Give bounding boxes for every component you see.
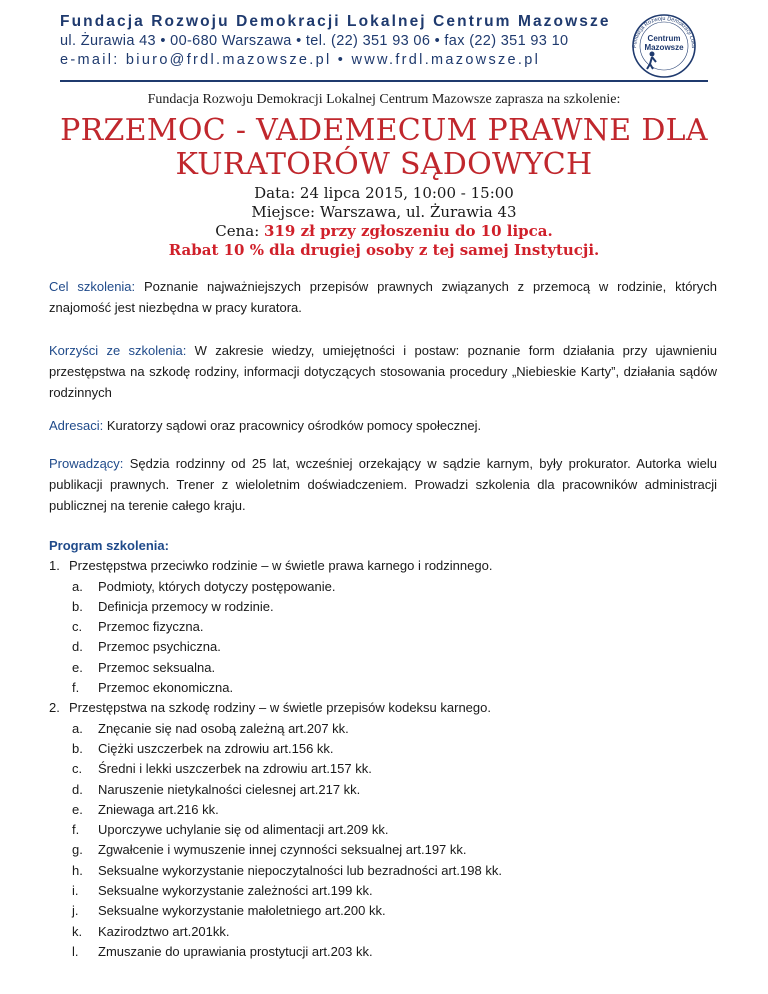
item-number: 1. (49, 558, 60, 574)
subitem-text: Przemoc seksualna. (98, 659, 216, 675)
program-subitem (49, 577, 717, 597)
subitem-letter: d. (72, 781, 83, 797)
org-logo (622, 8, 706, 80)
program-subitem (49, 922, 717, 942)
title-line-2: KURATORÓW SĄDOWYCH (175, 147, 593, 182)
program-subitem (49, 637, 717, 657)
program-subitem (49, 780, 717, 800)
program-subitem (49, 840, 717, 860)
org-address: ul. Żurawia 43 • 00-680 Warszawa • tel. (22) 351 93 06 • fax (22) 351 93 10 (60, 33, 569, 49)
subitem-text: Przemoc psychiczna. (98, 639, 221, 655)
program-item (49, 698, 717, 718)
subitem-text: Ciężki uszczerbek na zdrowiu art.156 kk. (98, 740, 334, 756)
program-subitem (49, 861, 717, 881)
subitem-letter: j. (72, 903, 79, 919)
subitem-letter: g. (72, 842, 83, 858)
program-subitem (49, 820, 717, 840)
program-subitem (49, 800, 717, 820)
goal-section (49, 276, 717, 318)
price-value: 319 zł przy zgłoszeniu do 10 lipca. (264, 222, 553, 240)
program-subitem (49, 617, 717, 637)
event-price (0, 222, 768, 241)
subitem-letter: h. (72, 862, 83, 878)
subitem-text: Przemoc fizyczna. (98, 619, 204, 635)
item-title: Przestępstwa na szkodę rodziny – w świetle przepisów kodeksu karnego. (69, 700, 491, 716)
event-place: Miejsce: Warszawa, ul. Żurawia 43 (251, 203, 517, 221)
logo-figure-body (647, 57, 656, 69)
subitem-text: Seksualne wykorzystanie małoletniego art.200 kk. (98, 903, 386, 919)
page-title (0, 114, 768, 182)
logo-ring-text: Fundacja Rozwoju Demokracji Loka (631, 15, 697, 49)
letterhead (60, 10, 620, 68)
subitem-letter: i. (72, 883, 79, 899)
event-discount: Rabat 10 % dla drugiej osoby z tej samej Instytucji. (168, 241, 600, 259)
program-item (49, 556, 717, 576)
benefits-label: Korzyści ze szkolenia: (49, 343, 187, 358)
program-subitem (49, 678, 717, 698)
subitem-letter: f. (72, 822, 80, 838)
subitem-text: Definicja przemocy w rodzinie. (98, 598, 274, 614)
subitem-text: Podmioty, których dotyczy postępowanie. (98, 578, 336, 594)
subitem-letter: a. (72, 720, 83, 736)
subitem-letter: e. (72, 659, 83, 675)
program-label: Program szkolenia: (49, 538, 169, 553)
program-subitem (49, 739, 717, 759)
subitem-text: Przemoc ekonomiczna. (98, 680, 234, 696)
invitation-line: Fundacja Rozwoju Demokracji Lokalnej Centrum Mazowsze zaprasza na szkolenie: (147, 92, 621, 107)
trainer-text: Sędzia rodzinny od 25 lat, wcześniej orzekający w sądzie karnym, były prokurator. Autorka wielu publikacji prawnych. Trener z wieloletnim doświadczeniem. Prowadzi szkolenia dla pracowników administracji publicznej na terenie całego kraju. (49, 456, 717, 513)
header-divider (60, 80, 708, 82)
subitem-text: Seksualne wykorzystanie zależności art.199 kk. (98, 883, 373, 899)
trainer-label: Prowadzący: (49, 456, 124, 471)
program-subitem (49, 759, 717, 779)
program-subitem (49, 881, 717, 901)
program-subitem (49, 658, 717, 678)
subitem-letter: e. (72, 801, 83, 817)
subitem-text: Seksualne wykorzystanie niepoczytalności lub bezradności art.198 kk. (98, 862, 502, 878)
subitem-text: Zniewaga art.216 kk. (98, 801, 219, 817)
program-subitem (49, 719, 717, 739)
subitem-letter: l. (72, 943, 79, 959)
subitem-text: Zmuszanie do uprawiania prostytucji art.203 kk. (98, 943, 373, 959)
logo-word-1: Centrum (647, 34, 681, 43)
goal-label: Cel szkolenia: (49, 279, 136, 294)
subitem-text: Naruszenie nietykalności cielesnej art.217 kk. (98, 781, 361, 797)
item-title: Przestępstwa przeciwko rodzinie – w świetle prawa karnego i rodzinnego. (69, 558, 493, 574)
subitem-letter: b. (72, 740, 83, 756)
subitem-letter: d. (72, 639, 83, 655)
subitem-letter: k. (72, 923, 83, 939)
subitem-text: Znęcanie się nad osobą zależną art.207 kk. (98, 720, 349, 736)
audience-text: Kuratorzy sądowi oraz pracownicy ośrodków pomocy społecznej. (103, 418, 482, 433)
benefits-text: W zakresie wiedzy, umiejętności i postaw: poznanie form działania przy ujawnieniu przestępstwa na szkodę rodziny, informacji dotyczących stosowania procedury „Niebieskie Karty”, działania sądów rodzinnych (49, 343, 717, 400)
item-number: 2. (49, 700, 60, 716)
subitem-letter: a. (72, 578, 83, 594)
logo-word-2: Mazowsze (644, 43, 684, 52)
goal-text: Poznanie najważniejszych przepisów prawnych związanych z przemocą w rodzinie, których znajomość jest niezbędna w pracy kuratora. (49, 279, 717, 315)
subitem-text: Uporczywe uchylanie się od alimentacji art.209 kk. (98, 822, 389, 838)
subitem-letter: f. (72, 680, 80, 696)
price-label: Cena: (215, 222, 265, 240)
org-contact: e-mail: biuro@frdl.mazowsze.pl • www.frdl.mazowsze.pl (60, 52, 541, 68)
audience-label: Adresaci: (49, 418, 104, 433)
event-details (0, 184, 768, 260)
benefits-section (49, 340, 717, 403)
program-subitem (49, 901, 717, 921)
title-line-1: PRZEMOC - VADEMECUM PRAWNE DLA (60, 113, 708, 148)
subitem-text: Kazirodztwo art.201kk. (98, 923, 230, 939)
program-subitem (49, 597, 717, 617)
audience-section (49, 415, 717, 436)
subitem-letter: b. (72, 598, 83, 614)
org-name: Fundacja Rozwoju Demokracji Lokalnej Centrum Mazowsze (60, 13, 611, 30)
logo-figure-head (650, 52, 655, 57)
subitem-letter: c. (72, 761, 83, 777)
subitem-text: Średni i lekki uszczerbek na zdrowiu art.157 kk. (98, 761, 372, 777)
event-date: Data: 24 lipca 2015, 10:00 - 15:00 (254, 184, 514, 202)
subitem-letter: c. (72, 619, 83, 635)
program-subitem (49, 942, 717, 962)
trainer-section (49, 453, 717, 516)
subitem-text: Zgwałcenie i wymuszenie innej czynności seksualnej art.197 kk. (98, 842, 467, 858)
program-section (49, 536, 717, 962)
